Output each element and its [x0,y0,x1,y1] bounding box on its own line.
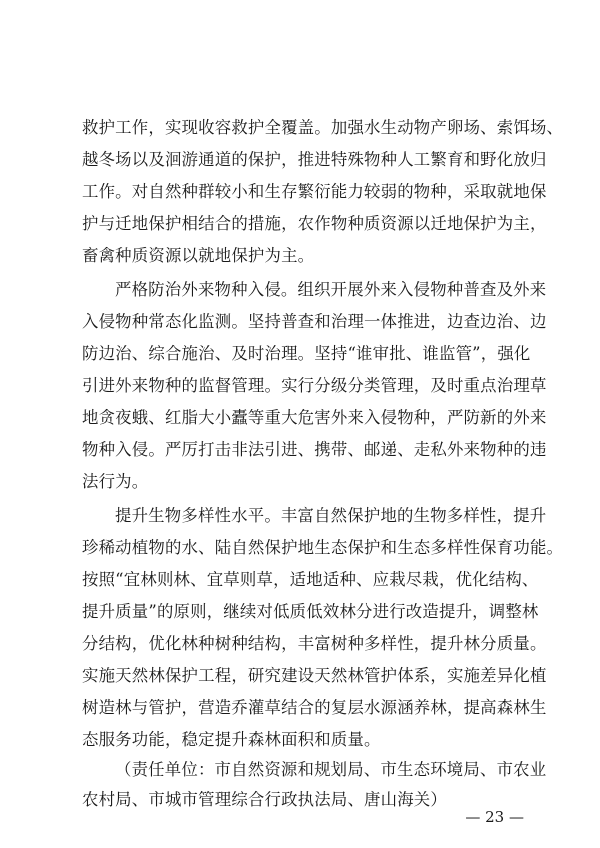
paragraph-3-line-2: 珍稀动植物的水、陆自然保护地生态保护和生态多样性保育功能。 [82,538,564,557]
paragraph-2-line-3: 防边治、综合施治、及时治理。坚持“谁审批、谁监管”，强化 [82,344,531,363]
paragraph-2-line-5: 地贪夜蛾、红脂大小蠹等重大危害外来入侵物种，严防新的外来 [82,408,547,427]
paragraph-2-line-4: 引进外来物种的监督管理。实行分级分类管理，及时重点治理草 [82,376,547,395]
page-number: — 23 — [465,808,524,826]
paragraph-1-line-1: 救护工作，实现收容救护全覆盖。加强水生动物产卵场、索饵场、 [82,118,564,137]
responsible-units-line-2: 农村局、市城市管理综合行政执法局、唐山海关） [82,790,447,809]
paragraph-1-line-4: 护与迁地保护相结合的措施，农作物种质资源以迁地保护为主， [82,214,547,233]
paragraph-2-line-7: 法行为。 [82,472,149,491]
paragraph-3-line-5: 分结构，优化林种树种结构，丰富树种多样性，提升林分质量。 [82,634,547,653]
paragraph-3-line-6: 实施天然林保护工程，研究建设天然林管护体系，实施差异化植 [82,666,547,685]
paragraph-3-line-8: 态服务功能，稳定提升森林面积和质量。 [82,730,381,749]
paragraph-1-line-5: 畜禽种质资源以就地保护为主。 [82,246,315,265]
paragraph-3-line-4: 提升质量”的原则，继续对低质低效林分进行改造提升，调整林 [82,602,539,621]
paragraph-1-line-3: 工作。对自然种群较小和生存繁衍能力较弱的物种，采取就地保 [82,182,547,201]
paragraph-3-line-3: 按照“宜林则林、宜草则草，适地适种、应栽尽栽，优化结构、 [82,570,539,589]
paragraph-3-line-1: 提升生物多样性水平。丰富自然保护地的生物多样性，提升 [115,506,547,525]
paragraph-3-line-7: 树造林与管护，营造乔灌草结合的复层水源涵养林，提高森林生 [82,698,547,717]
paragraph-1-line-2: 越冬场以及洄游通道的保护，推进特殊物种人工繁育和野化放归 [82,150,547,169]
responsible-units-line-1: （责任单位：市自然资源和规划局、市生态环境局、市农业 [115,760,547,779]
paragraph-2-line-6: 物种入侵。严厉打击非法引进、携带、邮递、走私外来物种的违 [82,440,547,459]
paragraph-2-line-1: 严格防治外来物种入侵。组织开展外来入侵物种普查及外来 [115,280,547,299]
paragraph-2-line-2: 入侵物种常态化监测。坚持普查和治理一体推进，边查边治、边 [82,312,547,331]
